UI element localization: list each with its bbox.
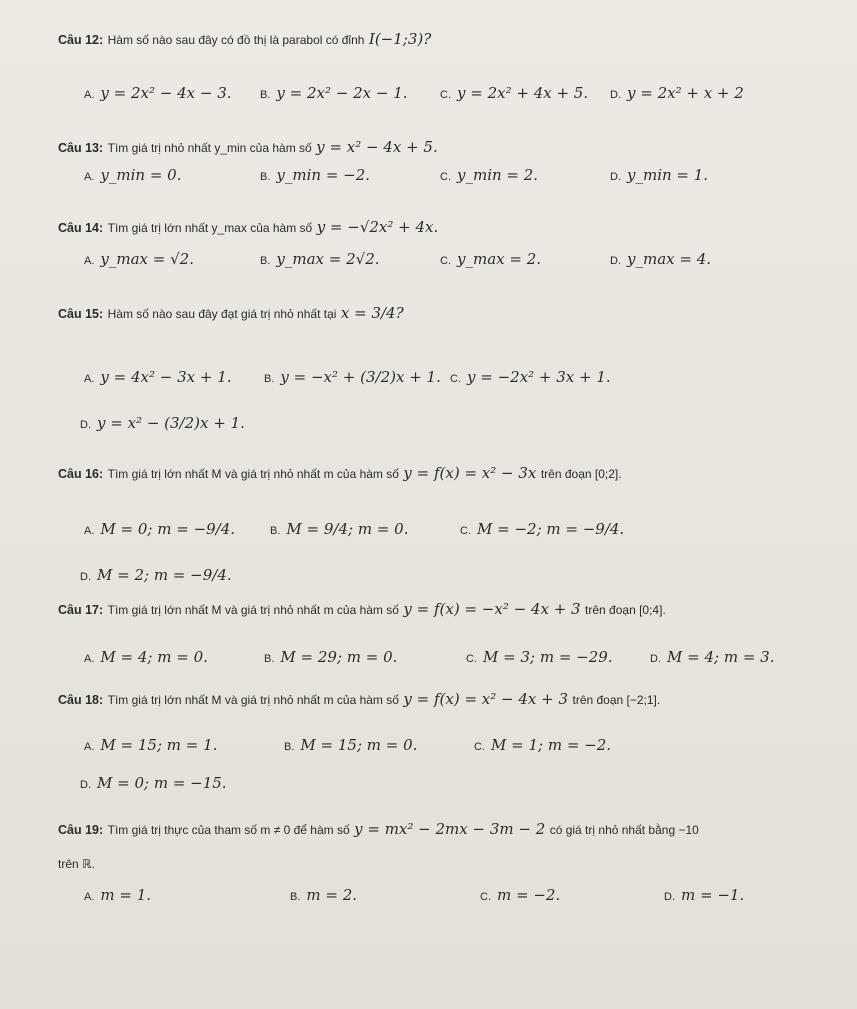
question-tail: trên đoạn [0;2]. <box>540 467 622 481</box>
option-d[interactable]: D. y_max = 4. <box>610 250 712 268</box>
question-text: Tìm giá trị lớn nhất y_max của hàm số <box>107 221 313 235</box>
question-label: Câu 14: <box>58 221 104 235</box>
question-text: Tìm giá trị nhỏ nhất y_min của hàm số <box>107 141 312 155</box>
option-d[interactable]: D. M = 4; m = 3. <box>650 648 775 666</box>
question-text: Tìm giá trị lớn nhất M và giá trị nhỏ nhất m của hàm số <box>107 467 399 481</box>
question-12-stem <box>0 30 857 70</box>
option-d[interactable]: D. M = 0; m = −15. <box>80 774 227 792</box>
question-tail-2: trên ℝ. <box>58 857 95 871</box>
question-label: Câu 18: <box>58 693 104 707</box>
question-tail: trên đoạn [−2;1]. <box>572 693 661 707</box>
question-math: y = f(x) = −x² − 4x + 3 <box>403 600 581 618</box>
option-b[interactable]: B. y = −x² + (3/2)x + 1. <box>264 368 441 386</box>
option-a[interactable]: A. M = 4; m = 0. <box>84 648 208 666</box>
question-label: Câu 13: <box>58 141 104 155</box>
option-b[interactable]: B. M = 29; m = 0. <box>264 648 398 666</box>
question-19-options <box>0 886 857 926</box>
option-c[interactable]: C. M = 3; m = −29. <box>466 648 613 666</box>
question-text: Tìm giá trị lớn nhất M và giá trị nhỏ nhất m của hàm số <box>107 603 399 617</box>
question-label: Câu 17: <box>58 603 104 617</box>
option-a[interactable]: A. y = 4x² − 3x + 1. <box>84 368 232 386</box>
question-16-stem <box>0 464 857 504</box>
question-13-options <box>0 166 857 206</box>
question-14-options <box>0 250 857 290</box>
question-19-stem <box>0 820 857 860</box>
question-18-stem <box>0 690 857 730</box>
question-text: Tìm giá trị thực của tham số m ≠ 0 để hàm số <box>107 823 350 837</box>
option-a[interactable]: A. y_min = 0. <box>84 166 182 184</box>
question-math: y = f(x) = x² − 3x <box>403 464 537 482</box>
question-16-options <box>0 520 857 560</box>
option-b[interactable]: B. y = 2x² − 2x − 1. <box>260 84 408 102</box>
question-math: y = x² − 4x + 5. <box>316 138 438 156</box>
option-c[interactable]: C. M = 1; m = −2. <box>474 736 612 754</box>
question-label: Câu 19: <box>58 823 104 837</box>
question-label: Câu 16: <box>58 467 104 481</box>
question-math: I(−1;3)? <box>368 30 432 48</box>
question-15-options <box>0 368 857 408</box>
option-c[interactable]: C. y = −2x² + 3x + 1. <box>450 368 611 386</box>
option-d[interactable]: D. y = x² − (3/2)x + 1. <box>80 414 245 432</box>
question-label: Câu 12: <box>58 33 104 47</box>
question-tail: có giá trị nhỏ nhất bằng −10 <box>549 823 699 837</box>
question-math: y = −√2x² + 4x. <box>316 218 439 236</box>
option-b[interactable]: B. y_min = −2. <box>260 166 371 184</box>
question-18-option-d-line <box>0 774 857 814</box>
question-math: x = 3/4? <box>340 304 404 322</box>
option-a[interactable]: A. m = 1. <box>84 886 152 904</box>
question-math: y = f(x) = x² − 4x + 3 <box>403 690 569 708</box>
question-label: Câu 15: <box>58 307 104 321</box>
option-c[interactable]: C. m = −2. <box>480 886 561 904</box>
question-text: Hàm số nào sau đây đạt giá trị nhỏ nhất tại <box>107 307 337 321</box>
option-c[interactable]: C. M = −2; m = −9/4. <box>460 520 625 538</box>
option-d[interactable]: D. y_min = 1. <box>610 166 709 184</box>
question-text: Tìm giá trị lớn nhất M và giá trị nhỏ nhất m của hàm số <box>107 693 399 707</box>
option-b[interactable]: B. m = 2. <box>290 886 358 904</box>
option-c[interactable]: C. y_min = 2. <box>440 166 539 184</box>
question-math: y = mx² − 2mx − 3m − 2 <box>354 820 546 838</box>
option-d[interactable]: D. m = −1. <box>664 886 745 904</box>
option-b[interactable]: B. M = 15; m = 0. <box>284 736 418 754</box>
option-b[interactable]: B. M = 9/4; m = 0. <box>270 520 409 538</box>
question-15-option-d-line <box>0 414 857 454</box>
question-tail: trên đoạn [0;4]. <box>585 603 666 617</box>
option-c[interactable]: C. y_max = 2. <box>440 250 542 268</box>
option-c[interactable]: C. y = 2x² + 4x + 5. <box>440 84 589 102</box>
question-18-options <box>0 736 857 776</box>
question-12-options <box>0 84 857 124</box>
option-a[interactable]: A. M = 15; m = 1. <box>84 736 218 754</box>
question-15-stem <box>0 304 857 344</box>
question-text: Hàm số nào sau đây có đồ thị là parabol có đỉnh <box>107 33 365 47</box>
option-b[interactable]: B. y_max = 2√2. <box>260 250 380 268</box>
question-17-options <box>0 648 857 688</box>
option-a[interactable]: A. M = 0; m = −9/4. <box>84 520 236 538</box>
question-17-stem <box>0 600 857 640</box>
option-d[interactable]: D. y = 2x² + x + 2 <box>610 84 744 102</box>
option-a[interactable]: A. y_max = √2. <box>84 250 194 268</box>
option-d[interactable]: D. M = 2; m = −9/4. <box>80 566 232 584</box>
option-a[interactable]: A. y = 2x² − 4x − 3. <box>84 84 232 102</box>
